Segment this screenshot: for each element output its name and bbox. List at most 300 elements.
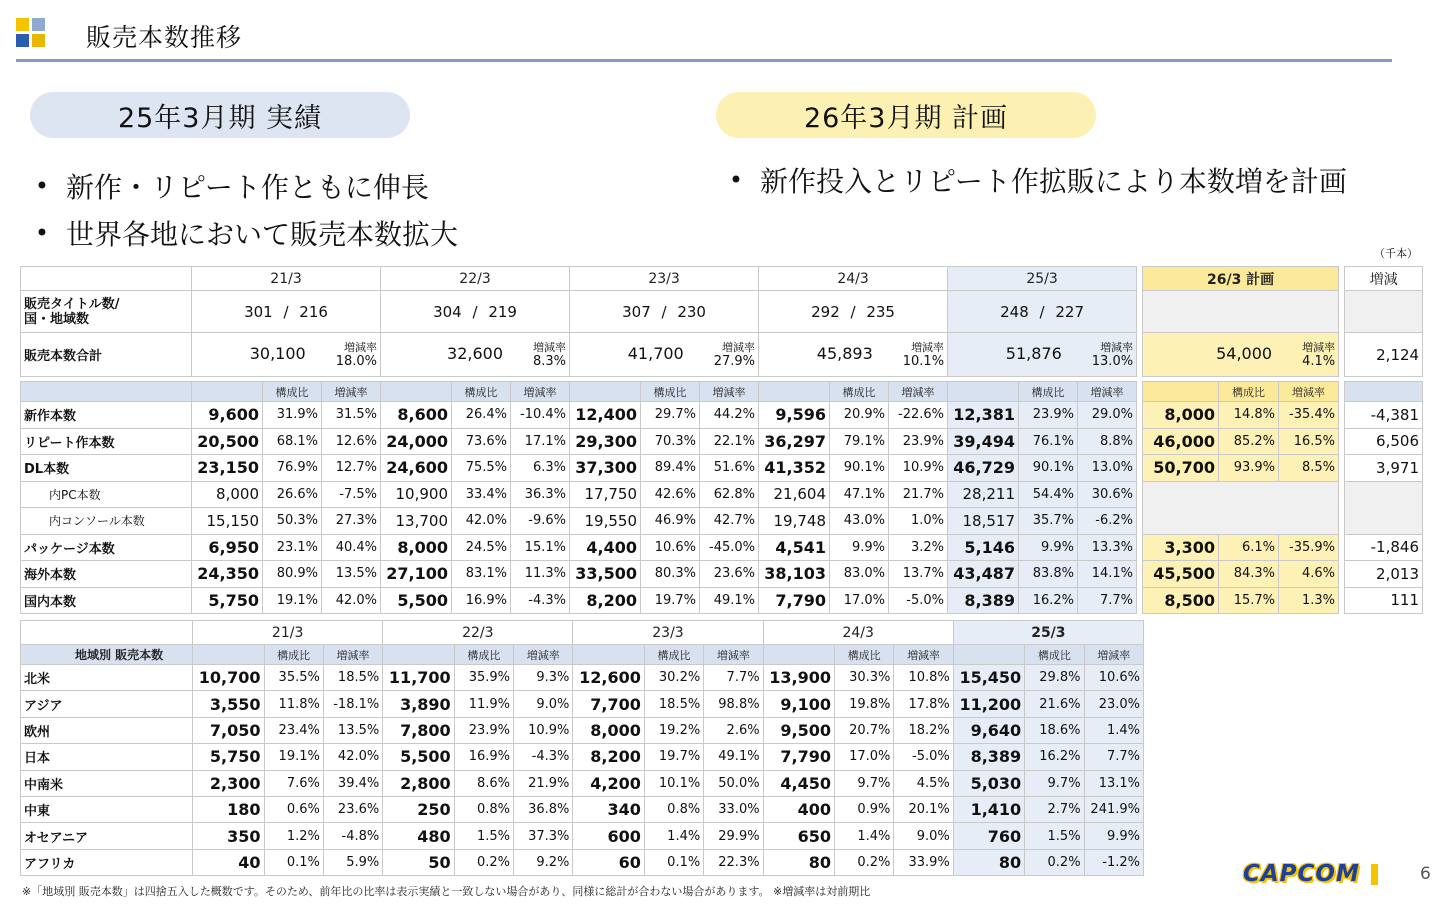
ratio-cell: 8.6% [454,770,513,796]
ratio-cell: 90.1% [1019,455,1078,482]
value-cell: 9,600 [192,402,263,429]
row-label: アフリカ [21,849,193,875]
ratio-header: 構成比 [830,382,889,402]
change-cell: 111 [1345,587,1423,614]
bullet-dot-icon: • [728,166,744,194]
plan-rate: 1.3% [1279,587,1339,614]
rate-cell: 22.1% [700,428,759,455]
rate-cell: 44.2% [700,402,759,429]
total-value: 51,876 [1005,343,1062,363]
rate-cell: 7.7% [1084,744,1143,770]
table-row [21,796,1144,822]
rate-cell: 11.3% [511,561,570,588]
plan-value: 46,000 [1143,428,1219,455]
ratio-cell: 20.7% [835,717,894,743]
ratio-cell: 16.2% [1019,587,1078,614]
ratio-cell: 9.9% [830,534,889,561]
region-table [20,620,1144,876]
value-cell: 36,297 [759,428,830,455]
rate-cell: 9.0% [514,691,573,717]
ratio-cell: 9.9% [1019,534,1078,561]
rate-cell: -1.2% [1084,849,1143,875]
ratio-cell: 83.0% [830,561,889,588]
right-bullet-1: • 新作投入とリピート作拡販により本数増を計画 [712,160,1347,200]
change-cell: -4,381 [1345,402,1423,429]
total-change: 2,124 [1345,333,1423,377]
ratio-cell: 29.8% [1025,665,1084,691]
rate-cell: 18.2% [894,717,953,743]
ratio-cell: 9.7% [1025,770,1084,796]
header-logo-mark [16,18,46,48]
rate-cell: 6.3% [511,455,570,482]
ratio-cell: 42.0% [452,508,511,535]
value-cell: 340 [573,796,644,822]
value-cell: 250 [383,796,454,822]
rate-header: 増減率 [1279,382,1339,402]
value-cell: 5,750 [193,744,264,770]
rate-header: 増減率 [1084,645,1143,665]
total-rate: 4.1% [1302,353,1336,369]
ratio-cell: 23.9% [454,717,513,743]
ratio-header: 構成比 [1019,382,1078,402]
title-count: 292 / 235 [759,291,948,333]
row-label: DL本数 [21,455,192,482]
ratio-cell: 83.1% [452,561,511,588]
row-label: 内コンソール本数 [21,508,192,535]
ratio-cell: 17.0% [830,587,889,614]
rate-cell: 9.9% [1084,823,1143,849]
rate-cell: 49.1% [700,587,759,614]
ratio-cell: 16.9% [452,587,511,614]
rate-cell: 8.8% [1078,428,1137,455]
rate-cell: -4.3% [514,744,573,770]
subheader-blank [953,645,1024,665]
title-count: 307 / 230 [570,291,759,333]
year-header: 24/3 [759,267,948,291]
rate-cell: 17.8% [894,691,953,717]
ratio-cell: 54.4% [1019,481,1078,508]
rate-cell: 29.9% [704,823,763,849]
subheader-blank [1345,382,1423,402]
ratio-cell: 11.8% [264,691,323,717]
table-row [21,823,1144,849]
value-cell: 4,400 [570,534,641,561]
ratio-cell: 17.0% [835,744,894,770]
ratio-cell: 10.1% [644,770,703,796]
value-cell: 9,596 [759,402,830,429]
row-label: 中南米 [21,770,193,796]
value-cell: 760 [953,823,1024,849]
rate-cell: 21.7% [889,481,948,508]
year-header: 25/3 [948,267,1137,291]
value-cell: 1,410 [953,796,1024,822]
row-label: 日本 [21,744,193,770]
value-cell: 5,500 [381,587,452,614]
capcom-logo: CAPCOM [1243,861,1360,887]
value-cell: 27,100 [381,561,452,588]
corner-cell [21,621,193,645]
value-cell: 8,200 [570,587,641,614]
value-cell: 8,389 [953,744,1024,770]
ratio-cell: 43.0% [830,508,889,535]
ratio-cell: 23.9% [1019,402,1078,429]
value-cell: 7,800 [383,717,454,743]
plan-rate: 8.5% [1279,455,1339,482]
rate-cell: 10.6% [1084,665,1143,691]
value-cell: 400 [763,796,834,822]
rate-cell: 5.9% [323,849,382,875]
plan-period-pill: 26年3月期 計画 [716,92,1096,138]
value-cell: 12,381 [948,402,1019,429]
value-cell: 24,350 [192,561,263,588]
row-label: 内PC本数 [21,481,192,508]
value-cell: 43,487 [948,561,1019,588]
value-cell: 39,494 [948,428,1019,455]
rate-label: 増減率 [533,340,567,354]
ratio-cell: 16.2% [1025,744,1084,770]
rate-cell: 4.5% [894,770,953,796]
rate-cell: 7.7% [704,665,763,691]
table-row [21,691,1144,717]
ratio-cell: 30.3% [835,665,894,691]
subheader-blank [192,382,263,402]
table-row [21,587,1423,614]
ratio-header: 構成比 [1219,382,1279,402]
value-cell: 7,700 [573,691,644,717]
ratio-cell: 76.1% [1019,428,1078,455]
row-label: 国内本数 [21,587,192,614]
value-cell: 11,700 [383,665,454,691]
rate-cell: -6.2% [1078,508,1137,535]
ratio-cell: 0.2% [835,849,894,875]
bullet-dot-icon: • [34,172,50,200]
rate-cell: 12.7% [322,455,381,482]
rate-cell: -4.8% [323,823,382,849]
rate-cell: -7.5% [322,481,381,508]
rate-cell: 20.1% [894,796,953,822]
page-title: 販売本数推移 [86,23,243,52]
total-rate: 27.9% [713,353,756,369]
region-header: 地域別 販売本数 [21,645,193,665]
rate-cell: 13.0% [1078,455,1137,482]
total-value: 32,600 [447,343,503,363]
change-header: 増減 [1345,267,1423,291]
value-cell: 80 [763,849,834,875]
total-value: 30,100 [249,343,306,363]
subheader-blank [1143,382,1219,402]
value-cell: 10,700 [193,665,264,691]
value-cell: 2,300 [193,770,264,796]
bullet-dot-icon: • [34,219,50,247]
value-cell: 9,640 [953,717,1024,743]
value-cell: 3,550 [193,691,264,717]
ratio-cell: 35.9% [454,665,513,691]
value-cell: 15,150 [192,508,263,535]
ratio-cell: 20.9% [830,402,889,429]
year-header: 23/3 [573,621,763,645]
value-cell: 8,200 [573,744,644,770]
header-divider [16,59,1392,62]
value-cell: 4,200 [573,770,644,796]
table-row [21,717,1144,743]
subheader-blank [573,645,644,665]
value-cell: 8,000 [192,481,263,508]
total-value: 41,700 [627,343,684,363]
rate-cell: 31.5% [322,402,381,429]
change-cell: 6,506 [1345,428,1423,455]
value-cell: 80 [953,849,1024,875]
footnote: ※「地域別 販売本数」は四捨五入した概数です。そのため、前年比の比率は表示実績と一致しない場合があり、同様に総計が合わない場合があります。 ※増減率は対前期比 [22,885,871,898]
ratio-cell: 80.9% [263,561,322,588]
row-label: 新作本数 [21,402,192,429]
ratio-cell: 0.8% [454,796,513,822]
ratio-cell: 29.7% [641,402,700,429]
value-cell: 24,000 [381,428,452,455]
rate-cell: 50.0% [704,770,763,796]
rate-cell: 33.0% [704,796,763,822]
row-label: オセアニア [21,823,193,849]
plan-value: 8,000 [1143,402,1219,429]
rate-cell: 29.0% [1078,402,1137,429]
ratio-cell: 11.9% [454,691,513,717]
subheader-blank [759,382,830,402]
ratio-cell: 23.1% [263,534,322,561]
value-cell: 4,450 [763,770,834,796]
value-cell: 600 [573,823,644,849]
ratio-cell: 19.7% [644,744,703,770]
ratio-cell: 1.5% [454,823,513,849]
year-header: 22/3 [381,267,570,291]
total-cell [570,333,759,377]
left-bullet-1: • 新作・リピート作ともに伸長 [18,166,429,206]
ratio-cell: 7.6% [264,770,323,796]
capcom-logo-bar [1371,864,1378,885]
rate-cell: 62.8% [700,481,759,508]
rate-cell: 18.5% [323,665,382,691]
table-row [21,561,1423,588]
ratio-cell: 1.4% [644,823,703,849]
value-cell: 8,000 [381,534,452,561]
plan-ratio: 6.1% [1219,534,1279,561]
value-cell: 60 [573,849,644,875]
rate-cell: -18.1% [323,691,382,717]
value-cell: 8,600 [381,402,452,429]
plan-ratio: 15.7% [1219,587,1279,614]
row-label: 中東 [21,796,193,822]
subheader-row [21,645,1144,665]
row-label: アジア [21,691,193,717]
rate-header: 増減率 [704,645,763,665]
ratio-cell: 46.9% [641,508,700,535]
total-value: 54,000 [1216,343,1273,363]
value-cell: 2,800 [383,770,454,796]
plan-value: 45,500 [1143,561,1219,588]
ratio-header: 構成比 [835,645,894,665]
rate-cell: 30.6% [1078,481,1137,508]
ratio-cell: 10.6% [641,534,700,561]
rate-cell: 23.6% [700,561,759,588]
year-header: 22/3 [383,621,573,645]
rate-cell: 23.6% [323,796,382,822]
ratio-header: 構成比 [644,645,703,665]
ratio-cell: 35.5% [264,665,323,691]
change-empty [1345,291,1423,333]
change-cell [1345,481,1423,508]
rate-header: 増減率 [889,382,948,402]
rate-cell: 1.4% [1084,717,1143,743]
total-row [21,333,1423,377]
plan-total-cell [1143,333,1339,377]
value-cell: 46,729 [948,455,1019,482]
value-cell: 50 [383,849,454,875]
rate-cell: 36.8% [514,796,573,822]
value-cell: 24,600 [381,455,452,482]
ratio-cell: 26.4% [452,402,511,429]
ratio-cell: 47.1% [830,481,889,508]
total-rate: 10.1% [902,353,945,369]
rate-cell: 13.1% [1084,770,1143,796]
rate-cell: 13.3% [1078,534,1137,561]
value-cell: 180 [193,796,264,822]
rate-cell: 13.5% [323,717,382,743]
value-cell: 13,900 [763,665,834,691]
rate-cell: 98.8% [704,691,763,717]
ratio-header: 構成比 [452,382,511,402]
rate-cell: 9.2% [514,849,573,875]
value-cell: 10,900 [381,481,452,508]
table-row [21,849,1144,875]
rate-cell: 7.7% [1078,587,1137,614]
ratio-header: 構成比 [454,645,513,665]
ratio-cell: 70.3% [641,428,700,455]
table-row [21,534,1423,561]
ratio-cell: 0.1% [644,849,703,875]
rate-cell: -22.6% [889,402,948,429]
plan-rate: 4.6% [1279,561,1339,588]
subheader-blank [381,382,452,402]
ratio-cell: 83.8% [1019,561,1078,588]
value-cell: 5,500 [383,744,454,770]
table-row [21,665,1144,691]
rate-header: 増減率 [894,645,953,665]
value-cell: 9,500 [763,717,834,743]
value-cell: 8,000 [573,717,644,743]
page-number: 6 [1420,864,1431,884]
ratio-cell: 9.7% [835,770,894,796]
value-cell: 18,517 [948,508,1019,535]
total-cell [381,333,570,377]
row-label: パッケージ本数 [21,534,192,561]
subheader-blank [570,382,641,402]
rate-cell: 10.8% [894,665,953,691]
value-cell: 7,790 [759,587,830,614]
rate-cell: 49.1% [704,744,763,770]
table-row [21,428,1423,455]
plan-ratio: 84.3% [1219,561,1279,588]
plan-rate: 16.5% [1279,428,1339,455]
value-cell: 12,600 [573,665,644,691]
rate-header: 増減率 [511,382,570,402]
year-header-row [21,267,1423,291]
rate-cell: 40.4% [322,534,381,561]
rate-cell: -45.0% [700,534,759,561]
unit-label: （千本） [1374,247,1418,260]
rate-cell: 1.0% [889,508,948,535]
ratio-cell: 19.1% [264,744,323,770]
value-cell: 15,450 [953,665,1024,691]
rate-cell: 3.2% [889,534,948,561]
ratio-cell: 90.1% [830,455,889,482]
total-value: 45,893 [816,343,873,363]
rate-label: 増減率 [1100,340,1134,354]
year-header: 21/3 [192,267,381,291]
value-cell: 20,500 [192,428,263,455]
value-cell: 37,300 [570,455,641,482]
ratio-cell: 0.1% [264,849,323,875]
rate-cell: 9.0% [894,823,953,849]
value-cell: 480 [383,823,454,849]
value-cell: 7,790 [763,744,834,770]
total-rate: 13.0% [1091,353,1134,369]
rate-cell: 42.7% [700,508,759,535]
table-row [21,508,1423,535]
total-cell [192,333,381,377]
value-cell: 9,100 [763,691,834,717]
row-label: 販売本数合計 [21,333,192,377]
subheader-blank [948,382,1019,402]
ratio-cell: 19.8% [835,691,894,717]
title-count: 301 / 216 [192,291,381,333]
summary-table [20,266,1423,377]
plan-empty [1143,291,1339,333]
ratio-cell: 23.4% [264,717,323,743]
rate-cell: 10.9% [514,717,573,743]
row-label: 北米 [21,665,193,691]
value-cell: 19,550 [570,508,641,535]
ratio-header: 構成比 [1025,645,1084,665]
total-rate: 8.3% [533,353,567,369]
value-cell: 5,030 [953,770,1024,796]
ratio-cell: 68.1% [263,428,322,455]
rate-cell: 241.9% [1084,796,1143,822]
ratio-cell: 16.9% [454,744,513,770]
value-cell: 5,750 [192,587,263,614]
year-header-row [21,621,1144,645]
rate-label: 増減率 [722,340,756,354]
value-cell: 4,541 [759,534,830,561]
plan-value: 3,300 [1143,534,1219,561]
value-cell: 7,050 [193,717,264,743]
subheader-blank [383,645,454,665]
breakdown-table [20,381,1423,614]
rate-header: 増減率 [514,645,573,665]
rate-label: 増減率 [344,340,378,354]
ratio-cell: 0.8% [644,796,703,822]
value-cell: 19,748 [759,508,830,535]
rate-cell: -5.0% [889,587,948,614]
rate-cell: 13.5% [322,561,381,588]
ratio-cell: 18.5% [644,691,703,717]
plan-header: 26/3 計画 [1143,267,1339,291]
plan-ratio: 85.2% [1219,428,1279,455]
table-row [21,455,1423,482]
ratio-cell: 35.7% [1019,508,1078,535]
value-cell: 6,950 [192,534,263,561]
left-bullet-2: • 世界各地において販売本数拡大 [18,213,458,253]
change-cell [1345,508,1423,535]
ratio-cell: 73.6% [452,428,511,455]
ratio-cell: 19.2% [644,717,703,743]
